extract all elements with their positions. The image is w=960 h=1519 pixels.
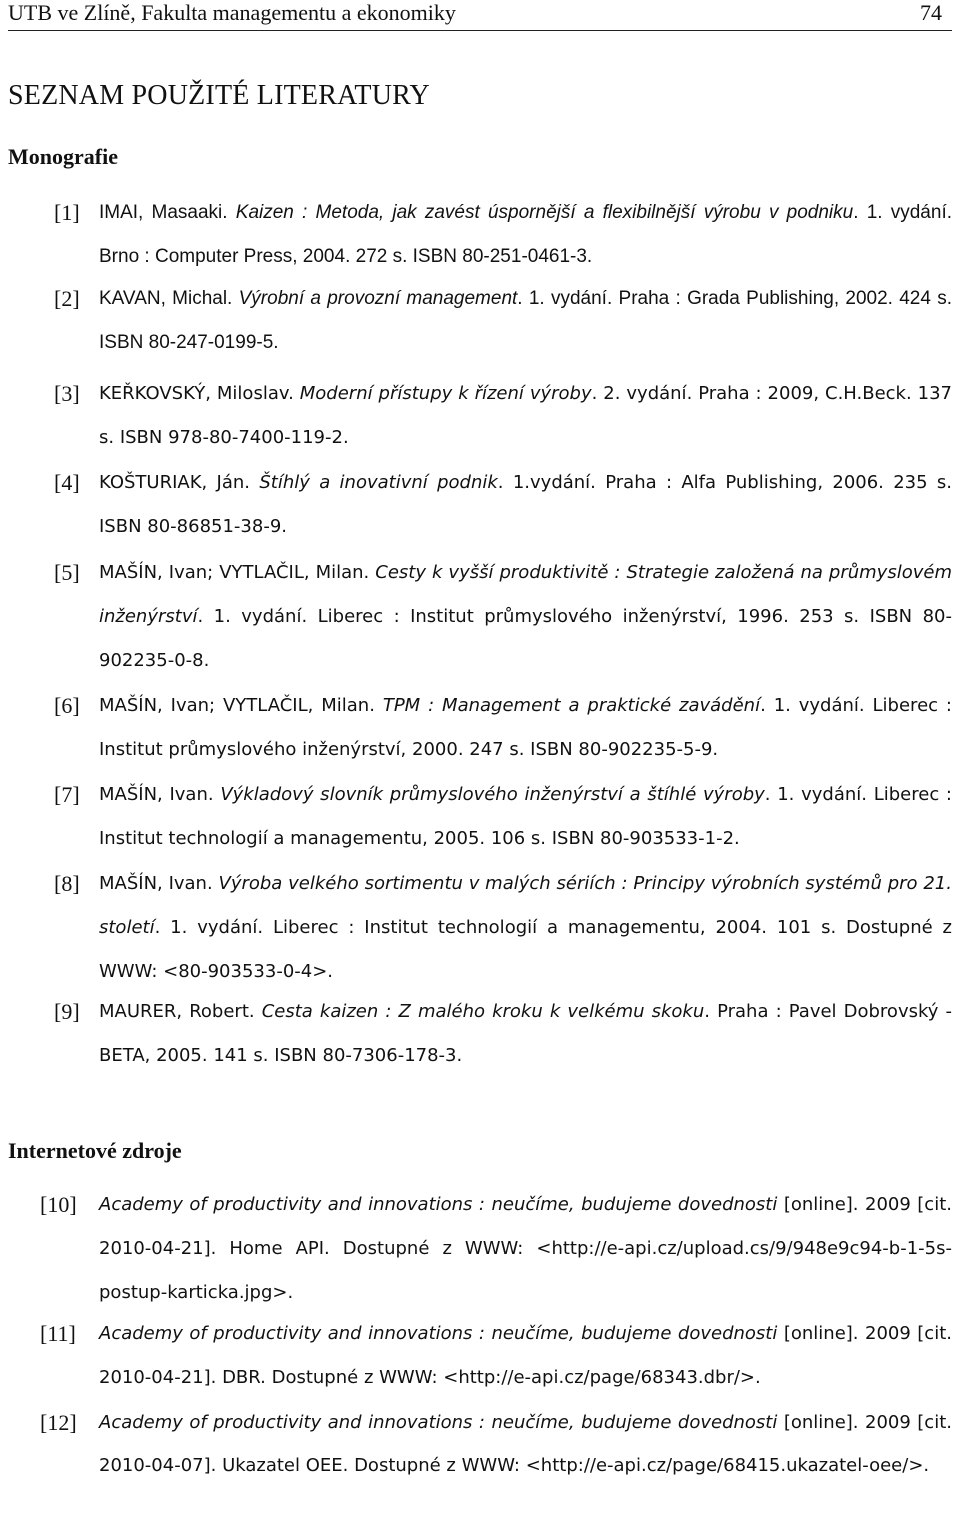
reference-details: . 1. vydání. Liberec : Institut průmyslového inženýrství, 2000. 247 s. ISBN 80-902235-5-9. — [99, 695, 952, 760]
reference-details: . 1. vydání. Liberec : Institut technologií a managementu, 2005. 106 s. ISBN 80-903533-1-2. — [99, 784, 952, 849]
reference-text — [99, 191, 952, 279]
reference-number: [10] — [40, 1192, 77, 1217]
reference-number: [4] — [54, 470, 80, 495]
reference-title: Štíhlý a inovativní podnik — [259, 472, 498, 493]
reference-author: MAŠÍN, Ivan. — [99, 784, 221, 805]
reference-text — [99, 773, 952, 861]
reference-title: Výkladový slovník průmyslového inženýrství a štíhlé výroby — [220, 784, 765, 805]
reference-details: . 1. vydání. Brno : Computer Press, 2004. 272 s. ISBN 80-251-0461-3. — [99, 202, 952, 267]
reference-number: [6] — [54, 693, 80, 718]
reference-details: . 1. vydání. Praha : Grada Publishing, 2002. 424 s. ISBN 80-247-0199-5. — [99, 288, 952, 353]
page-header — [8, 0, 952, 31]
reference-number: [3] — [54, 381, 80, 406]
reference-title: Výrobní a provozní management — [238, 288, 518, 309]
reference-author: MAURER, Robert. — [99, 1001, 262, 1022]
reference-author: KAVAN, Michal. — [99, 288, 239, 309]
section-heading-monographs: Monografie — [8, 144, 118, 169]
reference-details: . 1.vydání. Praha : Alfa Publishing, 2006. 235 s. ISBN 80-86851-38-9. — [99, 472, 952, 537]
reference-author: IMAI, Masaaki. — [99, 202, 236, 223]
reference-title: Moderní přístupy k řízení výroby — [299, 383, 592, 404]
reference-title: Academy of productivity and innovations : neučíme, budujeme dovednosti — [99, 1323, 778, 1344]
reference-title: TPM : Management a praktické zavádění — [382, 695, 761, 716]
reference-title: Kaizen : Metoda, jak zavést úspornější a flexibilnější výrobu v podniku — [235, 202, 854, 223]
header-institution: UTB ve Zlíně, Fakulta managementu a ekonomiky — [8, 0, 456, 25]
reference-number: [9] — [54, 999, 80, 1024]
reference-details: [online]. 2009 [cit. 2010-04-07]. Ukazatel OEE. Dostupné z WWW: <http://e-api.cz/page/68415.ukazatel-oee/>. — [99, 1412, 952, 1476]
reference-author: KOŠTURIAK, Ján. — [99, 472, 260, 493]
reference-number: [2] — [54, 286, 80, 311]
reference-text — [99, 551, 952, 683]
reference-text — [99, 862, 952, 994]
reference-text — [99, 461, 952, 549]
reference-title: Academy of productivity and innovations : neučíme, budujeme dovednosti — [99, 1194, 778, 1215]
reference-details: . 2. vydání. Praha : 2009, C.H.Beck. 137 s. ISBN 978-80-7400-119-2. — [99, 383, 952, 448]
reference-title: Cesta kaizen : Z malého kroku k velkému skoku — [261, 1001, 705, 1022]
reference-details: [online]. 2009 [cit. 2010-04-21]. DBR. Dostupné z WWW: <http://e-api.cz/page/68343.dbr/>. — [99, 1323, 952, 1388]
header-page-number: 74 — [920, 0, 942, 25]
reference-details: . 1. vydání. Liberec : Institut průmyslového inženýrství, 1996. 253 s. ISBN 80-902235-0-8. — [99, 606, 952, 671]
reference-text — [99, 1183, 952, 1315]
reference-title: Academy of productivity and innovations : neučíme, budujeme dovednosti — [99, 1412, 778, 1433]
reference-details: . 1. vydání. Liberec : Institut technologií a managementu, 2004. 101 s. Dostupné z WWW: <80-903533-0-4>. — [99, 917, 952, 982]
reference-number: [8] — [54, 871, 80, 896]
reference-author: MAŠÍN, Ivan. — [99, 873, 219, 894]
reference-text — [99, 277, 952, 365]
reference-title: Výroba velkého sortimentu v malých sériích : Principy výrobních systémů pro 21. století — [99, 873, 952, 938]
reference-number: [11] — [40, 1321, 76, 1346]
reference-author: KEŘKOVSKÝ, Miloslav. — [99, 383, 300, 404]
reference-number: [5] — [54, 560, 80, 585]
reference-text — [99, 684, 952, 772]
reference-details: . Praha : Pavel Dobrovský - BETA, 2005. 141 s. ISBN 80-7306-178-3. — [99, 1001, 952, 1066]
reference-details: [online]. 2009 [cit. 2010-04-21]. Home API. Dostupné z WWW: <http://e-api.cz/upload.cs/9/948e9c94-b-1-5s-postup-karticka.jpg>. — [99, 1194, 952, 1303]
reference-number: [7] — [54, 782, 80, 807]
reference-text — [99, 1401, 952, 1487]
reference-text — [99, 990, 952, 1078]
chapter-title: SEZNAM POUŽITÉ LITERATURY — [8, 80, 430, 111]
reference-number: [1] — [54, 200, 80, 225]
reference-author: MAŠÍN, Ivan; VYTLAČIL, Milan. — [99, 695, 383, 716]
reference-text — [99, 1312, 952, 1400]
reference-title: Cesty k vyšší produktivitě : Strategie založená na průmyslovém inženýrství — [99, 562, 952, 627]
reference-number: [12] — [40, 1410, 77, 1435]
reference-text — [99, 372, 952, 460]
section-heading-internet: Internetové zdroje — [8, 1138, 182, 1163]
reference-author: MAŠÍN, Ivan; VYTLAČIL, Milan. — [99, 562, 376, 583]
